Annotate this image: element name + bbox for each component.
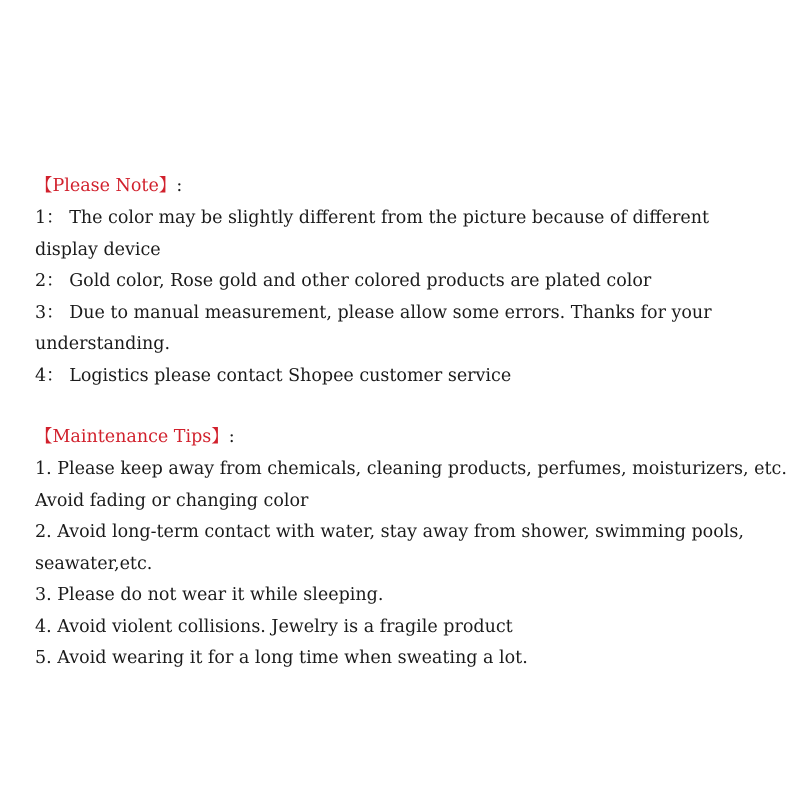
tip-item-5 — [35, 643, 780, 675]
note-item-1 — [35, 203, 780, 266]
please-note-colon: : — [176, 176, 183, 196]
maintenance-tips-section — [35, 423, 787, 675]
section-spacer — [35, 392, 780, 423]
tip-item-2-line-2: seawater,etc. — [35, 553, 153, 574]
note-item-3-line-1: 3： Due to manual measurement, please allow some errors. Thanks for your — [35, 302, 712, 323]
tip-item-1-line-2: Avoid fading or changing color — [35, 490, 309, 511]
tip-item-3-line-1: 3. Please do not wear it while sleeping. — [35, 585, 384, 605]
note-item-3-line-2: understanding. — [35, 334, 171, 354]
tip-item-3 — [35, 580, 780, 612]
tip-item-1 — [35, 454, 787, 517]
note-item-3 — [35, 298, 780, 361]
please-note-title: 【Please Note】 — [35, 176, 177, 196]
tip-item-4-line-1: 4. Avoid violent collisions. Jewelry is a fragile product — [35, 616, 513, 637]
please-note-heading — [35, 172, 780, 200]
tip-item-5-line-1: 5. Avoid wearing it for a long time when sweating a lot. — [35, 648, 528, 668]
tip-item-2-line-1: 2. Avoid long-term contact with water, stay away from shower, swimming pools, — [35, 522, 744, 542]
note-item-1-line-2: display device — [35, 239, 161, 260]
product-notes-document — [35, 172, 787, 675]
tip-item-1-line-1: 1. Please keep away from chemicals, cleaning products, perfumes, moisturizers, etc. — [35, 459, 787, 479]
note-item-4 — [35, 361, 780, 393]
note-item-1-line-1: 1： The color may be slightly different from the picture because of different — [35, 208, 710, 228]
tip-item-2 — [35, 517, 780, 580]
note-item-2 — [35, 266, 780, 298]
please-note-section — [35, 172, 780, 392]
note-item-4-line-1: 4： Logistics please contact Shopee customer service — [35, 365, 512, 386]
tip-item-4 — [35, 612, 780, 644]
maintenance-tips-title: 【Maintenance Tips】 — [35, 427, 229, 447]
note-item-2-line-1: 2： Gold color, Rose gold and other colored products are plated color — [35, 271, 652, 291]
maintenance-tips-colon: : — [228, 427, 235, 447]
maintenance-tips-heading — [35, 423, 780, 451]
